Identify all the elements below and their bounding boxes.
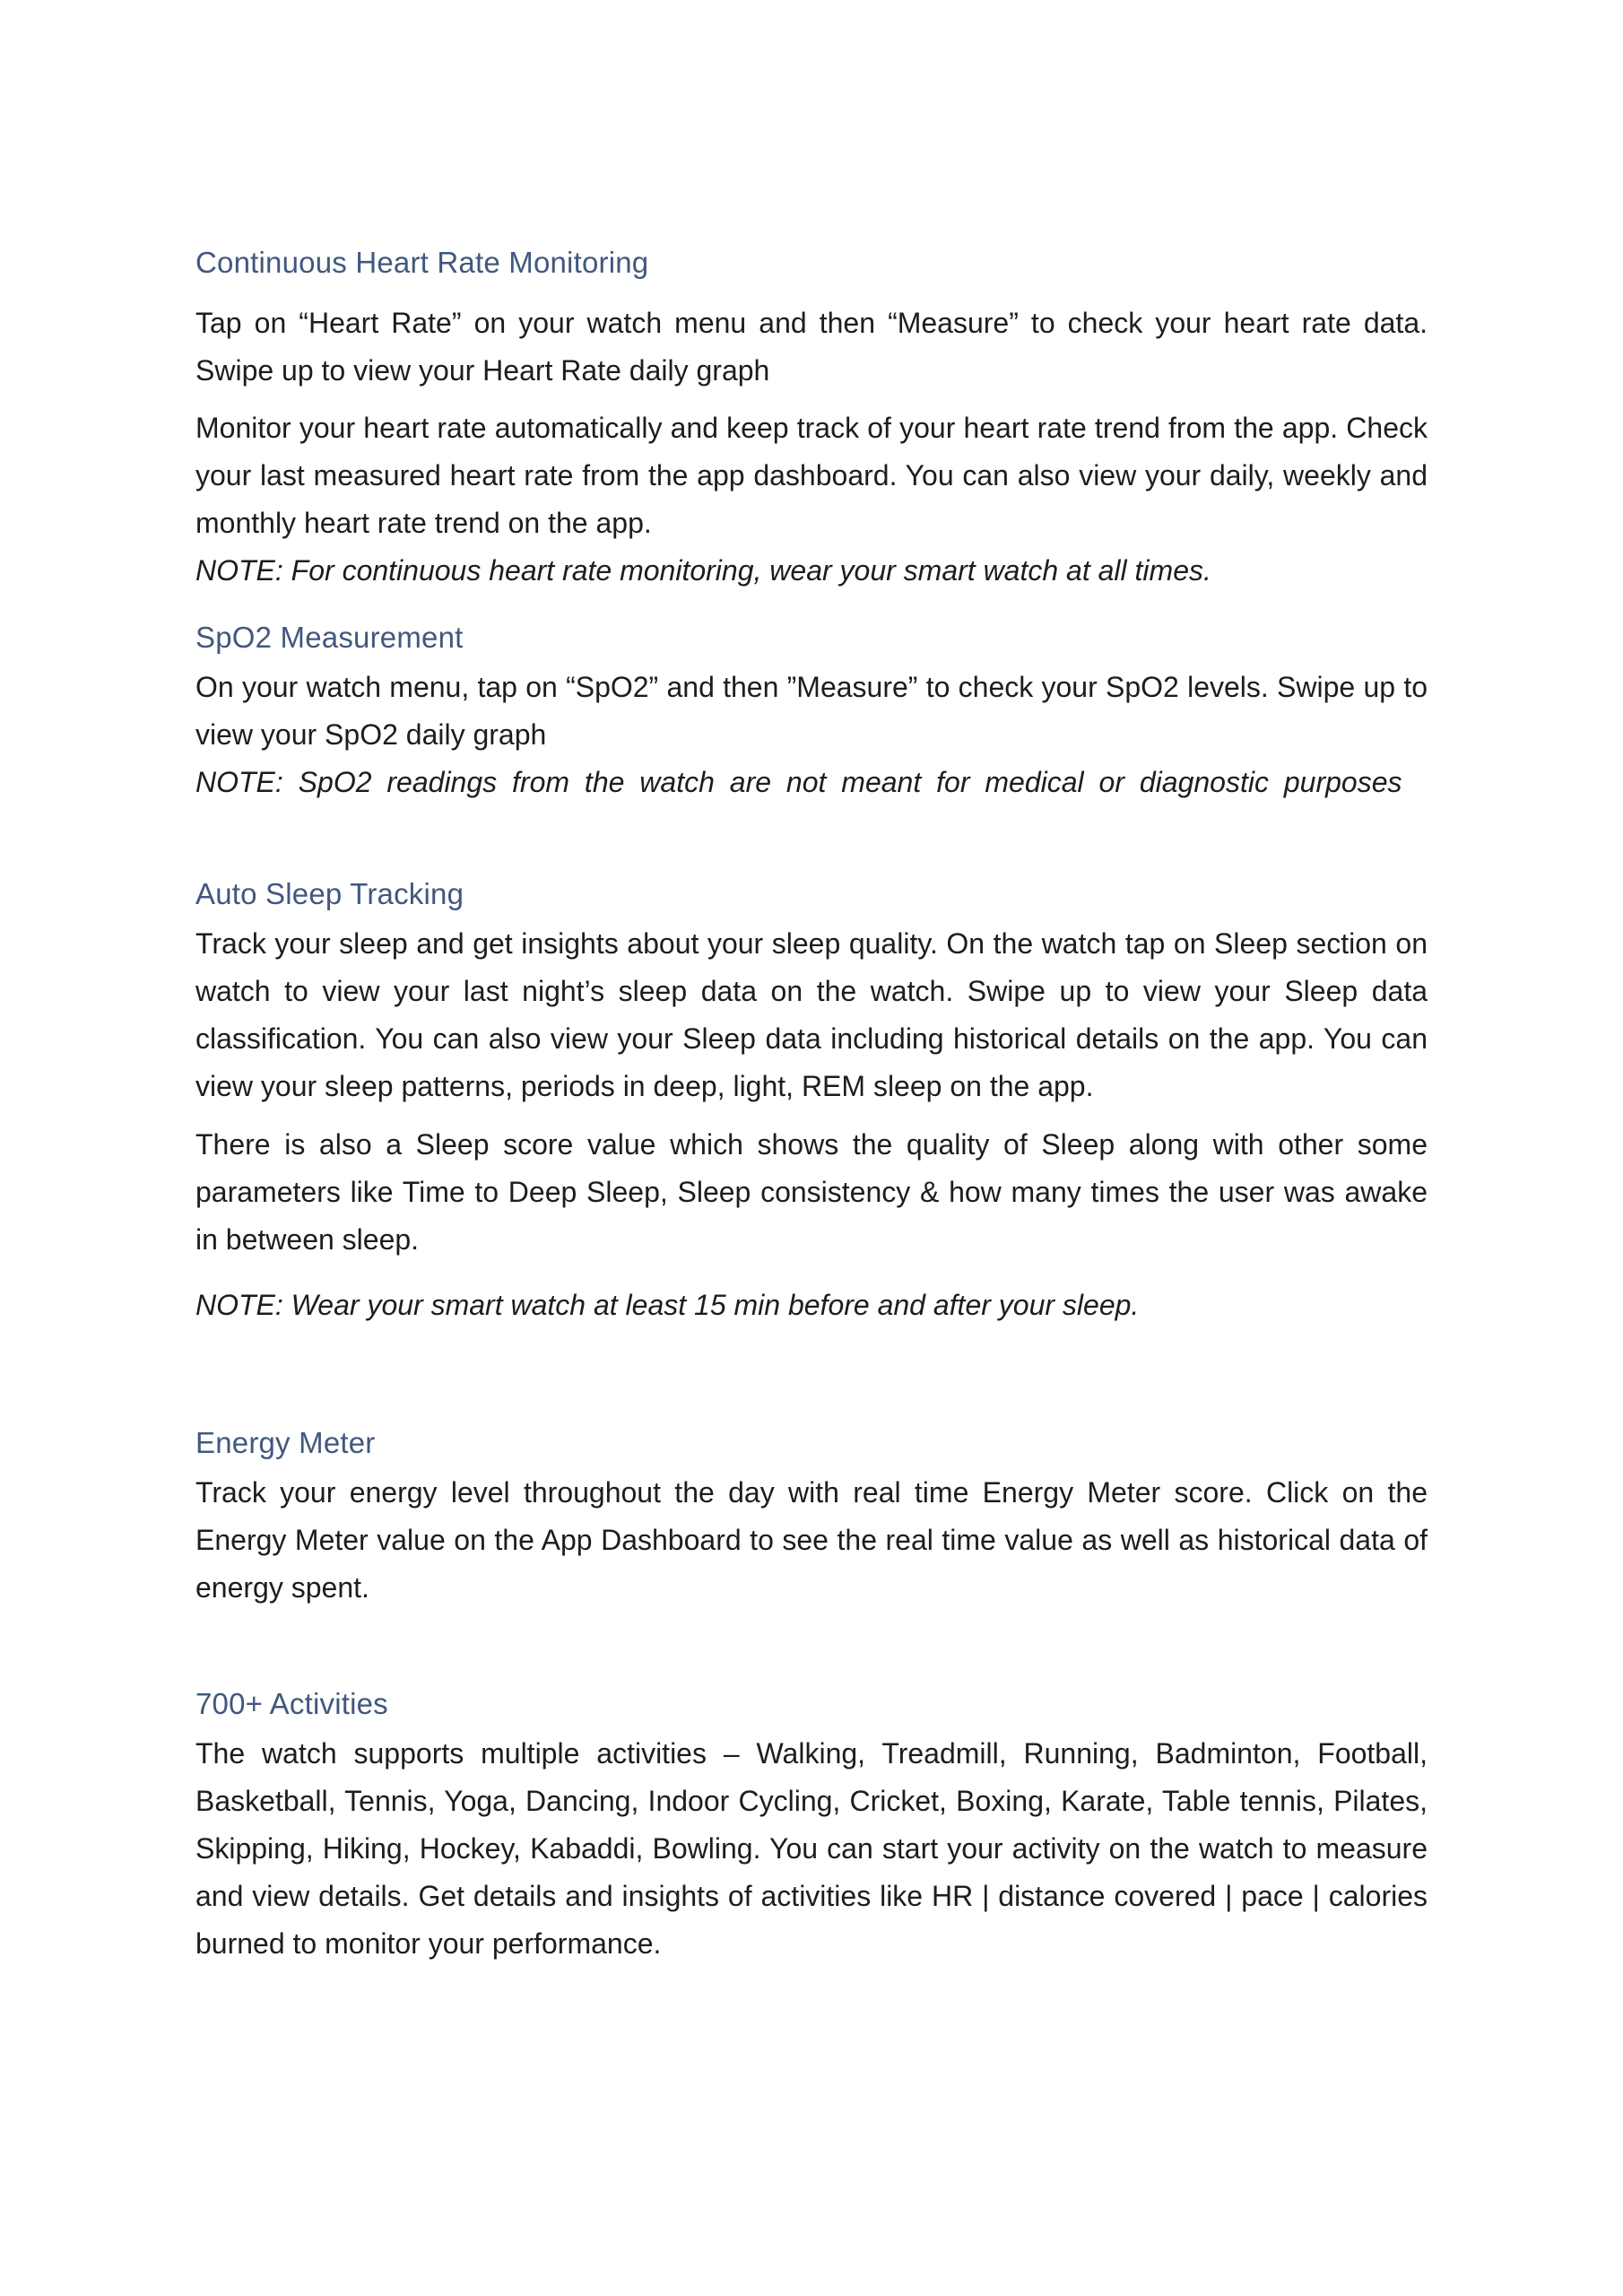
note-paragraph: NOTE: SpO2 readings from the watch are not meant for medical or diagnostic purposes [195, 766, 1402, 798]
note-paragraph: NOTE: For continuous heart rate monitoring, wear your smart watch at all times. [195, 554, 1211, 587]
paragraph: Tap on “Heart Rate” on your watch menu and then “Measure” to check your heart rate data. Swipe up to view your Heart Rate daily graph [195, 307, 1428, 387]
paragraph: There is also a Sleep score value which shows the quality of Sleep along with other some parameters like Time to Deep Sleep, Sleep consistency & how many times the user was awake in between sleep. [195, 1128, 1428, 1256]
paragraph: Track your sleep and get insights about your sleep quality. On the watch tap on Sleep section on watch to view your last night’s sleep data on the watch. Swipe up to view your Sleep data classification. You can also view your Sleep data including historical details on the app. You can view your sleep patterns, periods in deep, light, REM sleep on the app. [195, 927, 1428, 1102]
section-heading: Energy Meter [195, 1426, 376, 1459]
section-heading: Auto Sleep Tracking [195, 877, 464, 910]
section-heading: SpO2 Measurement [195, 621, 464, 654]
section-heading: 700+ Activities [195, 1687, 388, 1720]
section-spo2-measurement [195, 619, 1428, 806]
section-continuous-heart-rate [195, 244, 1428, 595]
section-energy-meter [195, 1424, 1428, 1612]
section-auto-sleep-tracking [195, 875, 1428, 1329]
paragraph: Monitor your heart rate automatically and keep track of your heart rate trend from the app. Check your last measured heart rate from the app dashboard. You can also view your daily, weekly and monthly heart rate trend on the app. [195, 412, 1428, 539]
note-paragraph: NOTE: Wear your smart watch at least 15 min before and after your sleep. [195, 1289, 1140, 1321]
paragraph: On your watch menu, tap on “SpO2” and then ”Measure” to check your SpO2 levels. Swipe up to view your SpO2 daily graph [195, 671, 1428, 751]
section-heading: Continuous Heart Rate Monitoring [195, 246, 649, 279]
paragraph: Track your energy level throughout the day with real time Energy Meter score. Click on the Energy Meter value on the App Dashboard to see the real time value as well as historical data of energy spent. [195, 1476, 1428, 1604]
paragraph: The watch supports multiple activities – Walking, Treadmill, Running, Badminton, Football, Basketball, Tennis, Yoga, Dancing, Indoor Cycling, Cricket, Boxing, Karate, Table tennis, Pilates, Skipping, Hiking, Hockey, Kabaddi, Bowling. You can start your activity on the watch to measure and view details. Get details and insights of activities like HR | distance covered | pace | calories burned to monitor your performance. [195, 1737, 1428, 1960]
section-700-activities [195, 1685, 1428, 1968]
